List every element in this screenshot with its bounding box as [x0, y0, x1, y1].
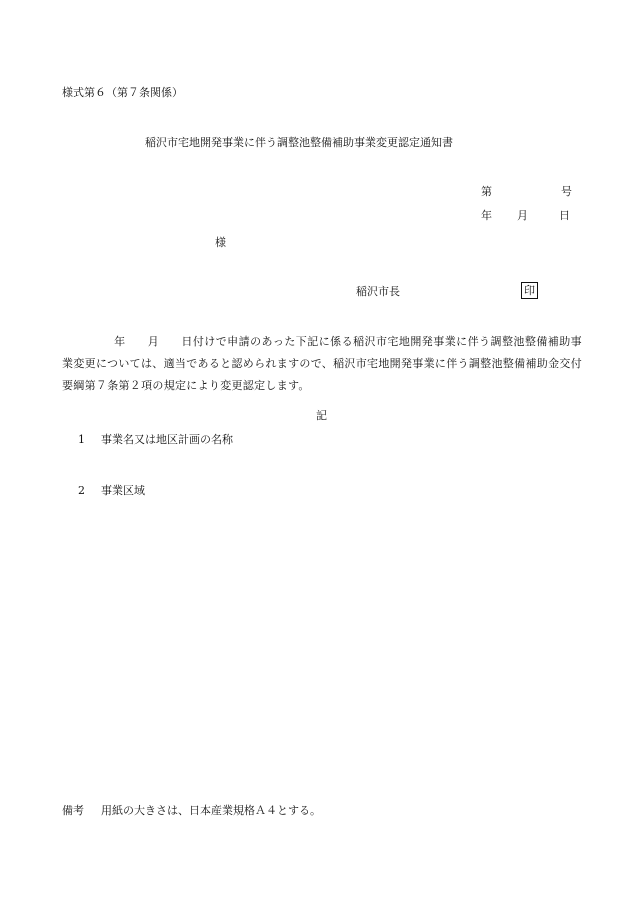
- issuer-name: 稲沢市長: [356, 285, 400, 298]
- item-number: 1: [78, 433, 85, 446]
- item-label-project-area: 事業区域: [101, 484, 145, 497]
- number-prefix: 第: [481, 185, 492, 198]
- seal-box: 印: [521, 282, 538, 299]
- body-year-label: 年: [114, 335, 126, 348]
- remarks-label: 備考: [62, 804, 84, 817]
- body-paragraph: [62, 331, 582, 397]
- form-number: 様式第６（第７条関係）: [62, 86, 183, 99]
- ki-heading: 記: [316, 409, 327, 422]
- body-month-label: 月: [147, 335, 160, 348]
- date-month-label: 月: [517, 209, 528, 222]
- date-day-label: 日: [559, 209, 570, 222]
- item-number: 2: [78, 484, 85, 497]
- body-text: 日付けで申請のあった下記に係る稲沢市宅地開発事業に伴う調整池整備補助事業変更については、適当であると認められますので、稲沢市宅地開発事業に伴う調整池整備補助金交付要綱第７条第２項の規定により変更認定します。: [62, 335, 582, 392]
- addressee-honorific: 様: [215, 236, 226, 249]
- document-title: 稲沢市宅地開発事業に伴う調整池整備補助事業変更認定通知書: [145, 136, 453, 149]
- item-label-project-name: 事業名又は地区計画の名称: [101, 433, 233, 446]
- number-suffix: 号: [561, 185, 572, 198]
- remarks-text: 用紙の大きさは、日本産業規格Ａ４とする。: [101, 804, 321, 817]
- date-year-label: 年: [481, 209, 492, 222]
